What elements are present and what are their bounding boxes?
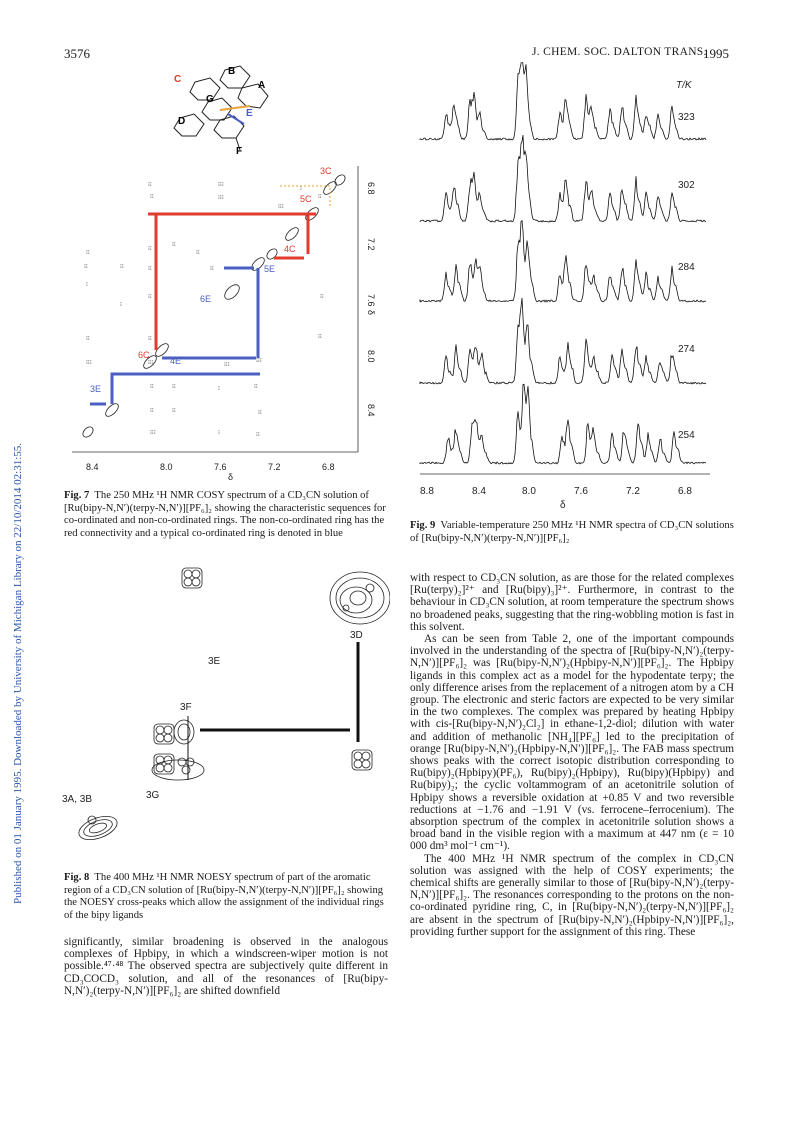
peak-label-3E: 3E [90, 384, 102, 394]
fig9-trace [420, 221, 706, 302]
svg-text:⁝⁝: ⁝⁝ [318, 334, 322, 340]
peak-label-4C: 4C [284, 244, 296, 254]
fig9-unit-label: T/K [676, 80, 692, 91]
fig9-temp-302: 302 [678, 180, 695, 191]
fig7-xtick: 8.4 [86, 462, 99, 472]
svg-text:⁝⁝: ⁝⁝ [150, 194, 154, 200]
svg-text:⁝⁝: ⁝⁝ [150, 408, 154, 414]
fig9-caption-text: Variable-temperature 250 MHz ¹H NMR spectra of CD₃CN solutions of [Ru(bipy-N,N′)(terpy-N,N′)][PF₆]₂ [410, 520, 734, 544]
journal-year: 1995 [703, 46, 729, 61]
fig7-xtick: 6.8 [322, 462, 335, 472]
fig8-label-3G: 3G [146, 790, 160, 801]
svg-text:⁝: ⁝ [300, 186, 302, 192]
svg-text:E: E [246, 108, 253, 119]
fig7-caption-text: The 250 MHz ¹H NMR COSY spectrum of a CD₃CN solution of [Ru(bipy-N,N′)(terpy-N,N′)][PF₆]₂ showing the characteristic sequences for co-ordinated and non-co-ordinated rings. The non-co-ordinated ring has the red connectivity and a typical co-ordinated ring is denoted in blue [64, 490, 386, 539]
fig9-temp-323: 323 [678, 112, 695, 123]
svg-text:⁝⁝: ⁝⁝ [148, 246, 152, 252]
fig8-caption-text: The 400 MHz ¹H NMR NOESY spectrum of part of the aromatic region of a CD₃CN solution of [Ru(bipy-N,N′)(terpy-N,N′)][PF₆]₂ showing the NOESY cross-peaks which allow the assignment of the individual rings of the bipy ligands [64, 872, 384, 921]
fig9-xtick: 7.2 [626, 486, 640, 497]
svg-text:⁝⁝⁝: ⁝⁝⁝ [86, 360, 92, 366]
svg-text:⁝⁝: ⁝⁝ [148, 336, 152, 342]
svg-text:⁝⁝: ⁝⁝ [150, 384, 154, 390]
fig7-cosy-spectrum [60, 58, 390, 482]
svg-text:C: C [174, 74, 182, 85]
svg-text:⁝⁝: ⁝⁝ [254, 384, 258, 390]
svg-text:⁝⁝: ⁝⁝ [148, 182, 152, 188]
journal-title: J. CHEM. SOC. DALTON TRANS. [532, 46, 707, 58]
right-paragraph-2: As can be seen from Table 2, one of the important compounds involved in the understanding of the spectra of [Ru(bipy-N,N′)₂(terpy-N,N′)][PF₆]₂ was [Ru(bipy-N,N′)₂(Hpbipy-N,N′)][PF₆]₂. The Hpbipy ligands in this complex act as a model for the hypodentate terpy; the only difference arises from the replacement of a nitrogen atom by a CH group. The electronic and steric factors are expected to be very similar in the two complexes. The complex was prepared by heating Hpbipy with cis-[Ru(bipy-N,N′)₂Cl₂] in ethane-1,2-diol; dilution with water and addition of methanolic [NH₄][PF₆] led to the precipitation of orange [Ru(bipy-N,N′)₂(Hpbipy-N,N′)][PF₆]₂. The FAB mass spectrum shows peaks with the correct isotopic distribution corresponding to Ru(bipy)₂(Hpbipy)(PF₆), Ru(bipy)₂(Hpbipy), Ru(bipy)(Hpbipy) and Ru(bipy)₂; the cyclic voltammogram of an acetonitrile solution of Hpbipy shows a reversible oxidation at +0.85 V and two reversible reductions at −1.76 and −1.91 V (vs. ferrocene–ferrocenium). The absorption spectrum of the complex in acetonitrile solution shows a broad band in the visible region with a maximum at 447 nm (ε = 10 000 dm³ mol⁻¹ cm⁻¹). [410, 633, 734, 853]
svg-text:⁝⁝: ⁝⁝ [148, 294, 152, 300]
fig9-xtick: 8.4 [472, 486, 486, 497]
svg-text:D: D [178, 116, 186, 127]
peak-label-3C: 3C [320, 166, 332, 176]
fig9-xtick: 6.8 [678, 486, 692, 497]
fig9-temp-284: 284 [678, 262, 695, 273]
svg-text:⁝: ⁝ [120, 302, 122, 308]
svg-text:⁝⁝⁝: ⁝⁝⁝ [256, 358, 262, 364]
svg-text:⁝: ⁝ [218, 386, 220, 392]
svg-text:⁝⁝: ⁝⁝ [256, 334, 260, 340]
peak-label-6E: 6E [200, 294, 212, 304]
fig7-xtick: 8.0 [160, 462, 173, 472]
fig9-temp-274: 274 [678, 344, 695, 355]
fig7-structure [174, 66, 268, 150]
fig7-caption [64, 490, 388, 540]
fig7-caption-label: Fig. 7 [64, 490, 90, 501]
fig7-xtick: 7.6 [214, 462, 227, 472]
download-notice: Published on 01 January 1995. Downloaded by University of Michigan Library on 22/10/2014 02:31:55. [12, 442, 24, 904]
fig9-xtick: 7.6 [574, 486, 588, 497]
svg-text:⁝⁝: ⁝⁝ [172, 384, 176, 390]
svg-text:⁝⁝⁝: ⁝⁝⁝ [150, 430, 156, 436]
fig8-label-3E: 3E [208, 656, 221, 667]
peak-label-4E: 4E [170, 356, 182, 366]
fig7-xaxis-label: δ [228, 472, 234, 482]
svg-text:F: F [236, 146, 243, 157]
fig9-trace [420, 384, 706, 464]
svg-text:⁝⁝: ⁝⁝ [258, 410, 262, 416]
fig7-ytick: 6.8 [366, 182, 376, 195]
svg-text:⁝⁝⁝: ⁝⁝⁝ [218, 182, 224, 188]
right-paragraph-3: The 400 MHz ¹H NMR spectrum of the complex in CD₃CN solution was assigned with the help of COSY experiments; the chemical shifts are generally similar to those of [Ru(bipy-N,N′)₂(terpy-N,N′)][PF₆]₂. The resonances corresponding to the protons on the non-co-ordinated pyridine ring, C, in [Ru(bipy-N,N′)₂(terpy-N,N′)][PF₆]₂ are absent in the spectrum of [Ru(bipy-N,N′)₂(Hpbipy-N,N′)][PF₆]₂, providing further support for the assignment of this ring. These [410, 852, 734, 938]
right-paragraph-1: with respect to CD₃CN solution, as are those for the related complexes [Ru(terpy)₂]²⁺ and [Ru(bipy)₃]²⁺. Furthermore, in contrast to the behaviour in CD₃CN solution, at room temperature the spectrum shows no broadened peaks, suggesting that the ring-wobbling motion is fast in this solvent. [410, 572, 734, 633]
svg-text:⁝⁝: ⁝⁝ [320, 294, 324, 300]
fig9-trace [420, 298, 706, 384]
svg-text:⁝⁝⁝: ⁝⁝⁝ [224, 362, 230, 368]
fig7-plot-area [72, 166, 376, 482]
fig7-ytick: 8.4 [366, 404, 376, 417]
svg-text:G: G [206, 94, 214, 105]
svg-text:⁝⁝: ⁝⁝ [84, 264, 88, 270]
peak-label-5C: 5C [300, 194, 312, 204]
svg-text:⁝⁝: ⁝⁝ [196, 250, 200, 256]
svg-text:⁝⁝⁝: ⁝⁝⁝ [148, 360, 154, 366]
svg-text:⁝: ⁝ [86, 282, 88, 288]
fig9-caption-label: Fig. 9 [410, 520, 436, 531]
fig7-xtick: 7.2 [268, 462, 281, 472]
svg-text:⁝⁝: ⁝⁝ [210, 266, 214, 272]
left-paragraph-1: significantly, similar broadening is observed in the analogous complexes of Hpbipy, in which a windscreen-wiper motion is not possible.⁴⁷·⁴⁸ The observed spectra are subjectively quite different in CD₃COCD₃ solution, and all of the resonances of [Ru(bipy-N,N′)₂(terpy-N,N′)][PF₆]₂ are shifted downfield [64, 936, 388, 997]
fig7-ytick: 7.2 [366, 238, 376, 251]
svg-text:⁝⁝: ⁝⁝ [120, 264, 124, 270]
fig9-traces [420, 62, 706, 464]
fig9-temp-254: 254 [678, 430, 695, 441]
svg-text:⁝⁝: ⁝⁝ [318, 194, 322, 200]
fig9-xtick: 8.0 [522, 486, 536, 497]
svg-text:⁝⁝: ⁝⁝ [172, 408, 176, 414]
svg-text:B: B [228, 66, 236, 77]
svg-text:A: A [258, 80, 266, 91]
svg-text:⁝⁝: ⁝⁝ [172, 242, 176, 248]
svg-text:⁝⁝⁝: ⁝⁝⁝ [218, 195, 224, 201]
svg-text:⁝⁝: ⁝⁝ [256, 432, 260, 438]
fig8-label-3A-3B: 3A, 3B [62, 794, 93, 805]
peak-label-5E: 5E [264, 264, 276, 274]
fig9-vt-spectra [410, 62, 736, 512]
svg-text:⁝⁝: ⁝⁝ [86, 336, 90, 342]
svg-text:⁝⁝⁝: ⁝⁝⁝ [278, 204, 284, 210]
fig7-ytick: 7.6 [366, 294, 376, 307]
left-column-text [64, 936, 388, 997]
fig9-trace [420, 135, 706, 222]
page-number: 3576 [64, 46, 90, 61]
right-column-text [410, 572, 734, 938]
fig8-caption-label: Fig. 8 [64, 872, 90, 883]
fig9-caption [410, 520, 734, 545]
svg-text:⁝: ⁝ [218, 430, 220, 436]
fig7-yaxis-label: δ [366, 310, 376, 316]
fig7-ytick: 8.0 [366, 350, 376, 363]
fig9-xaxis-label: δ [560, 500, 566, 511]
svg-text:⁝⁝: ⁝⁝ [86, 250, 90, 256]
fig9-trace [420, 62, 706, 140]
fig8-label-3D: 3D [350, 630, 363, 641]
fig8-caption [64, 872, 388, 922]
fig8-noesy-spectrum [60, 560, 390, 870]
svg-text:⁝⁝: ⁝⁝ [148, 266, 152, 272]
fig8-label-3F: 3F [180, 702, 192, 713]
peak-label-6C: 6C [138, 350, 150, 360]
fig9-xtick: 8.8 [420, 486, 434, 497]
